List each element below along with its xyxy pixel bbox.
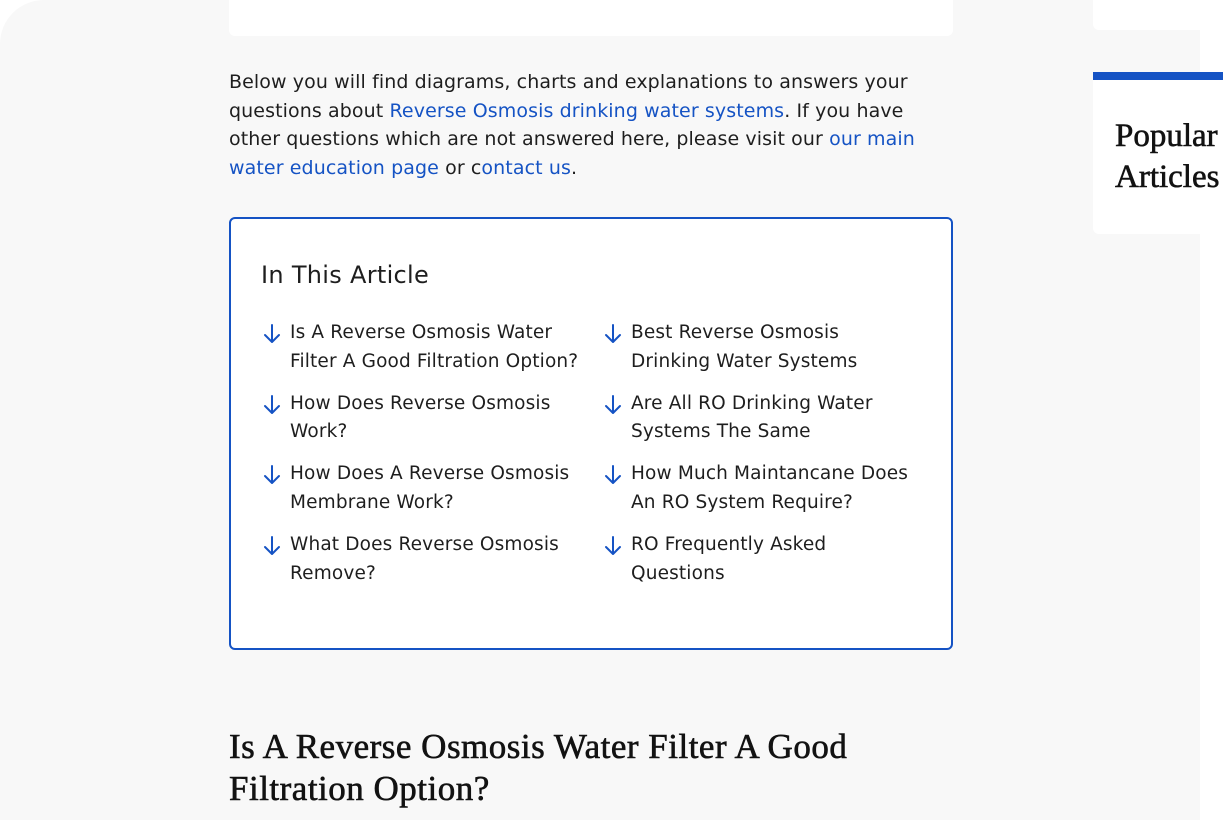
- intro-text: or c: [438, 157, 482, 180]
- arrow-down-icon: [603, 535, 623, 557]
- sidebar-top-card: [1093, 0, 1223, 30]
- toc-item-label: Best Reverse Osmosis Drinking Water Systems: [631, 322, 858, 372]
- article-section-heading: Is A Reverse Osmosis Water Filter A Good Filtration Option?: [229, 727, 848, 808]
- toc-item-label: Is A Reverse Osmosis Water Filter A Good Filtration Option?: [290, 322, 579, 372]
- toc-item-ro-remove[interactable]: [262, 531, 582, 588]
- intro-text: . If you have other questions which are not answered here, please visit our: [229, 99, 904, 151]
- popular-articles-title: Popular Articles: [1115, 118, 1220, 195]
- toc-item-good-filtration-option[interactable]: [262, 319, 582, 376]
- popular-articles-card: [1093, 72, 1223, 234]
- arrow-down-icon: [603, 394, 623, 416]
- intro-text: Below you will find diagrams, charts and explanations to answers your questions about: [229, 71, 908, 122]
- top-content-card: [229, 0, 953, 36]
- contact-us-link[interactable]: ontact us: [481, 157, 571, 180]
- toc-item-ro-faq[interactable]: [603, 531, 923, 588]
- toc-item-best-ro-systems[interactable]: [603, 319, 923, 376]
- arrow-down-icon: [262, 464, 282, 486]
- toc-title: In This Article: [261, 261, 430, 289]
- arrow-down-icon: [603, 323, 623, 345]
- toc-item-label: What Does Reverse Osmosis Remove?: [290, 534, 559, 584]
- arrow-down-icon: [603, 464, 623, 486]
- table-of-contents: [229, 217, 953, 650]
- toc-item-label: How Much Maintancane Does An RO System Require?: [631, 463, 909, 513]
- toc-item-label: How Does Reverse Osmosis Work?: [290, 392, 551, 443]
- intro-text: .: [570, 157, 578, 180]
- toc-item-maintenance[interactable]: [603, 460, 923, 517]
- arrow-down-icon: [262, 535, 282, 557]
- water-education-link[interactable]: our main water education page: [229, 128, 915, 180]
- arrow-down-icon: [262, 323, 282, 345]
- toc-item-how-ro-works[interactable]: [262, 390, 582, 447]
- reverse-osmosis-systems-link[interactable]: Reverse Osmosis drinking water systems: [389, 99, 785, 122]
- toc-left-column: [262, 319, 582, 602]
- toc-item-label: Are All RO Drinking Water Systems The Same: [631, 392, 873, 443]
- toc-item-label: How Does A Reverse Osmosis Membrane Work?: [290, 463, 570, 513]
- popular-articles-accent-bar: [1093, 72, 1223, 80]
- toc-item-label: RO Frequently Asked Questions: [631, 534, 827, 584]
- toc-item-ro-systems-same[interactable]: [603, 390, 923, 447]
- arrow-down-icon: [262, 394, 282, 416]
- toc-item-membrane-work[interactable]: [262, 460, 582, 517]
- toc-right-column: [603, 319, 923, 602]
- intro-paragraph: [229, 68, 953, 183]
